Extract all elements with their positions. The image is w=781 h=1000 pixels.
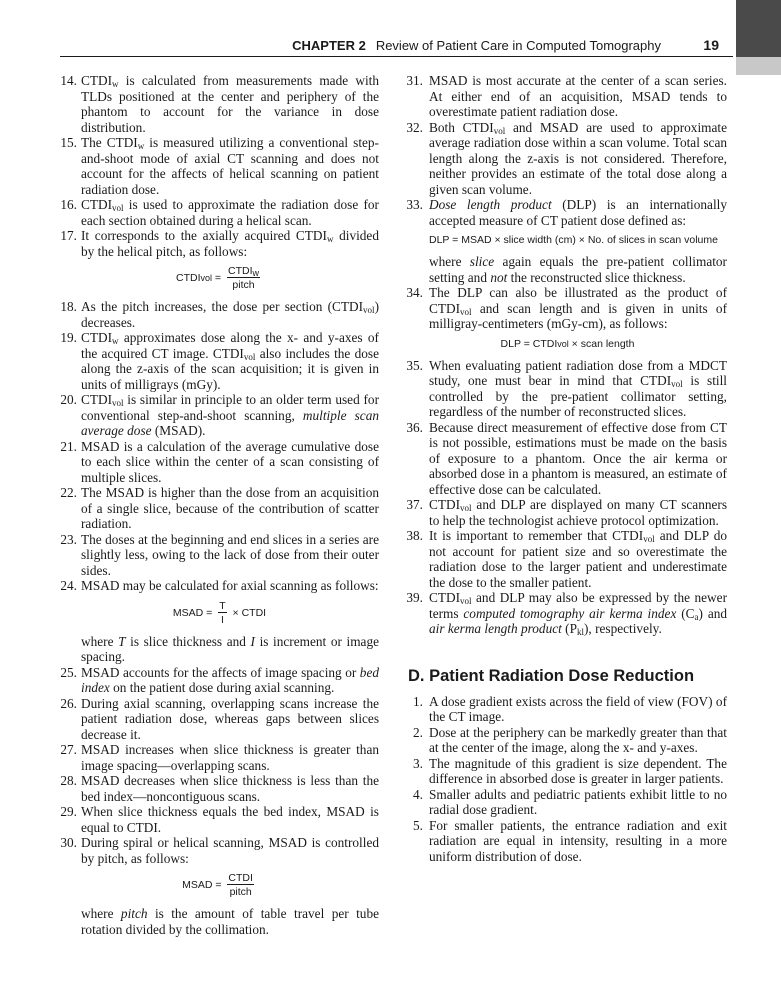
numerator: T [219,599,226,612]
item-number: 29. [60,804,77,819]
list-item-s2 [408,725,727,756]
item-text: MSAD is most accurate at the center of a scan series. At either end of an acquisition, MSAD tends to overestimate patient radiation dose. [429,73,727,119]
item-text: also includes the dose along the z-axis of the scan acquisition; it is given in units of milligrays (mGy). [81,345,379,392]
list-item-32 [408,120,727,198]
item-text: CTDI [81,392,113,407]
formula-text: × scan length [568,337,635,350]
item-text: is similar in principle to an older term used for conventional step-and-shoot scanning, [81,392,379,423]
item-text: is measured utilizing a conventional step-and-shoot mode of axial CT scanning and does not account for the affects of helical scanning on patient radiation dose. [81,135,379,197]
item-number: 24. [60,578,77,593]
list-item-14 [60,73,379,135]
emphasis: air kerma length product [429,621,562,636]
subscript: vol [460,306,472,317]
item-text: on the patient dose during axial scanning. [109,680,335,695]
list-item-s5 [408,818,727,865]
item-text: The magnitude of this gradient is size dependent. The difference in absorbed dose is greater in larger patients. [429,755,727,786]
denominator: pitch [232,279,255,291]
formula-equals: = [212,272,224,284]
section-heading: D. Patient Radiation Dose Reduction [408,666,695,685]
subscript: w [112,336,119,346]
emphasis: bed index [81,664,379,695]
item-text: and MSAD are used to approximate average radiation dose within a scan volume. Total scan length along the z-axis is not considered. Therefore, neither provides an estimate of the total dose along a given scan volume. [429,119,727,197]
emphasis: T [118,633,126,649]
running-header [0,36,733,56]
emphasis: I [250,633,255,649]
emphasis: computed tomography air kerma index [463,605,677,621]
item-text: When slice thickness equals the bed index, MSAD is equal to CTDI. [81,804,379,835]
subscript: vol [460,596,472,606]
list-item-37 [408,497,727,528]
fraction [227,872,254,898]
list-item-34 [408,285,727,332]
item-number: 38. [406,528,423,543]
list-item-31 [408,73,727,120]
right-column [408,73,727,864]
item-text: The MSAD is higher than the dose from an acquisition of a single slice, because of the contribution of scatter radiation. [81,485,379,531]
formula-msad-axial [60,600,379,626]
item-number: 39. [406,590,423,605]
list-item-18 [60,299,379,330]
item-text: (DLP) is an internationally accepted measure of CT patient dose defined as: [429,197,727,228]
subscript: kl [576,627,584,637]
item-text: approximates dose along the x- and y-axes of the acquired CT image. CTDI [81,330,379,361]
list-item-20 [60,392,379,439]
item-text: ) and [698,605,728,621]
item-text: Both CTDI [429,119,494,135]
item-text: During spiral or helical scanning, MSAD is controlled by pitch, as follows: [81,835,379,866]
text: where [81,906,121,921]
paragraph-where-pitch [60,906,379,937]
list-item-38 [408,528,727,590]
text: where [429,254,470,269]
list-item-28 [60,773,379,804]
item-text: MSAD accounts for the affects of image spacing or [81,664,360,680]
item-text: CTDI [429,590,461,605]
item-number: 23. [60,531,77,547]
item-text: When evaluating patient radiation dose from a MDCT study, one must bear in mind that CTDI [429,357,727,388]
item-text: CTDI [81,197,113,212]
emphasis: slice [469,254,495,269]
list-item-36 [408,420,727,498]
item-text: is calculated from measurements made with TLDs positioned at the center and periphery of the phantom to account for the variance in dose distribution. [81,73,379,135]
item-text: MSAD may be calculated for axial scanning as follows: [81,578,379,593]
item-number: 17. [60,228,77,243]
item-number: 19. [60,330,77,345]
item-text: and DLP do not account for patient size and so overestimate the radiation dose to the larger patient and underestimate the dose to the smaller patient. [429,528,727,590]
left-column [60,73,379,937]
emphasis: multiple scan average dose [81,407,379,438]
list-item-22 [60,485,379,532]
subscript: vol [243,351,256,362]
item-text: CTDI [81,73,113,88]
item-text: is still controlled by the pre-patient collimator setting, regardless of the number of reconstructed slices. [429,373,727,419]
formula-text: DLP = CTDI [500,337,558,350]
item-text: Because direct measurement of effective dose from CT is not possible, estimations must be made on the basis of exposure to a phantom. Once the air kerma or absorbed dose in a phantom is measured, an estimate of effective dose can be calculated. [429,419,727,497]
numerator-text: CTDI [227,265,253,277]
formula-equals: = [203,606,216,619]
header-rule [60,56,733,57]
text: again equals the pre-patient collimator setting and [429,254,727,285]
item-number: 1. [413,693,423,709]
formula-msad-helical [60,872,379,898]
item-text: The doses at the beginning and end slices in a series are slightly less, owing to the lack of dose from their outer sides. [81,531,379,578]
item-number: 28. [60,773,77,788]
subscript: vol [460,503,472,513]
subscript: vol [112,398,124,408]
list-item-16 [60,197,379,228]
formula-equals: = [212,879,225,891]
text: is the amount of table travel per tube rotation divided by the collimation. [81,906,379,937]
subscript: vol [643,534,655,544]
item-text: and DLP are displayed on many CT scanners to help the technologist achieve protocol optimization. [429,497,727,528]
list-item-17 [60,228,379,259]
subscript: w [326,234,334,244]
item-number: 5. [413,817,423,833]
formula-ctdivol: CTDI vol = $\frac{CTDI_w}{\text{pitch}}$ [176,265,259,291]
item-text: divided by the helical pitch, as follows: [81,228,379,259]
list-item-19 [60,330,379,392]
list-item-26 [60,696,379,743]
formula-lhs: MSAD [182,879,213,891]
subscript: vol [112,203,124,213]
formula-rest: × CTDI [229,606,267,619]
list-item-s4 [408,787,727,818]
denominator: pitch [229,886,252,898]
subscript: w [137,141,145,151]
item-text: CTDI [81,330,113,345]
text: is slice thickness and [125,633,251,649]
item-number: 22. [60,485,77,500]
subscript: vol [493,125,506,136]
item-text: ) decreases. [81,299,379,330]
list-item-27 [60,742,379,773]
list-item-39 [408,590,727,637]
numerator [227,265,260,278]
emphasis: not [490,269,508,285]
subscript: w [252,268,259,278]
item-number: 4. [413,786,423,802]
page-number: 19 [703,37,719,53]
item-text: For smaller patients, the entrance radiation and exit radiation are equal in intensity, resulting in a more uniform distribution of dose. [429,817,727,864]
item-text: MSAD is a calculation of the average cumulative dose to each slice within the center of a scan consisting of multiple slices. [81,438,379,485]
page-tab-marker-light [736,57,781,75]
item-text: The DLP can also be illustrated as the product of CTDI [429,285,727,316]
item-text: is used to approximate the radiation dose for each section obtained during a helical scan. [81,197,379,228]
item-number: 2. [413,724,423,740]
item-text: MSAD decreases when slice thickness is less than the bed index—noncontiguous scans. [81,773,379,804]
item-text: MSAD increases when slice thickness is greater than image spacing—overlapping scans. [81,742,379,773]
item-number: 20. [60,392,77,407]
text: the reconstructed slice thickness. [507,269,686,285]
list-item-25 [60,665,379,696]
item-text: A dose gradient exists across the field of view (FOV) of the CT image. [429,693,727,724]
list-item-30 [60,835,379,866]
item-number: 25. [60,664,77,680]
list-item-15 [60,135,379,197]
item-text: (P [561,621,577,636]
formula-dlp-ctdivol: DLP = CTDI vol × scan length [500,337,635,350]
item-text: It is important to remember that CTDI [429,528,644,543]
item-text: (C [676,605,695,621]
item-number: 26. [60,695,77,711]
item-text: As the pitch increases, the dose per section (CTDI [81,299,364,314]
item-text: It corresponds to the axially acquired CTDI [81,228,327,243]
list-item-35 [408,358,727,420]
subscript: vol [671,379,683,389]
list-item-s3 [408,756,727,787]
list-item-33 [408,197,727,228]
chapter-name: Review of Patient Care in Computed Tomography [375,38,661,53]
list-item-24 [60,578,379,594]
item-number: 16. [60,197,77,212]
list-item-s1 [408,694,727,725]
subscript: a [694,611,699,622]
emphasis: Dose length product [429,197,552,212]
denominator: I [220,613,224,626]
item-text: Dose at the periphery can be markedly greater than that at the center of the image, along the x- and y-axes. [429,724,727,755]
item-number: 34. [406,285,423,300]
item-text: and scan length and is given in units of milligray-centimeters (mGy-cm), as follows: [429,300,727,331]
item-text: The CTDI [81,135,138,150]
paragraph-where-t [60,634,379,665]
formula-dlp-msad [408,234,727,246]
list-item-23 [60,532,379,579]
item-number: 14. [60,73,77,88]
page-tab-marker [736,0,781,57]
item-number: 35. [406,357,423,373]
item-number: 36. [406,419,423,435]
subscript: w [112,79,119,89]
fraction [218,600,226,626]
item-number: 18. [60,299,77,314]
item-number: 3. [413,755,423,771]
fraction [227,265,260,291]
item-number: 37. [406,497,423,512]
subscript: vol [363,305,375,315]
item-number: 21. [60,438,77,454]
text: where [81,633,119,649]
numerator: CTDI [228,872,253,884]
item-text: During axial scanning, overlapping scans increase the patient radiation dose, whereas gaps between slices decrease it. [81,695,379,742]
item-number: 31. [406,73,423,88]
item-text: Smaller adults and pediatric patients exhibit little to no radial dose gradient. [429,786,727,817]
item-text: CTDI [429,497,461,512]
item-number: 15. [60,135,77,150]
chapter-title [292,38,661,53]
emphasis: pitch [120,906,148,921]
item-text: ), respectively. [584,621,662,636]
paragraph-where-slice [408,254,727,285]
item-text: and DLP may also be expressed by the newer terms [429,590,727,621]
item-number: 27. [60,742,77,757]
chapter-label: CHAPTER 2 [292,38,366,53]
item-text: (MSAD). [151,423,206,438]
text: is increment or image spacing. [81,633,380,664]
formula-text: DLP = MSAD × slice width (cm) × No. of slices in scan volume [429,234,718,246]
item-number: 33. [406,197,423,212]
list-item-21 [60,439,379,486]
formula-lhs: CTDI [176,272,201,284]
formula-lhs: MSAD [172,606,204,619]
item-number: 30. [60,835,77,850]
list-item-29 [60,804,379,835]
item-number: 32. [406,119,423,135]
